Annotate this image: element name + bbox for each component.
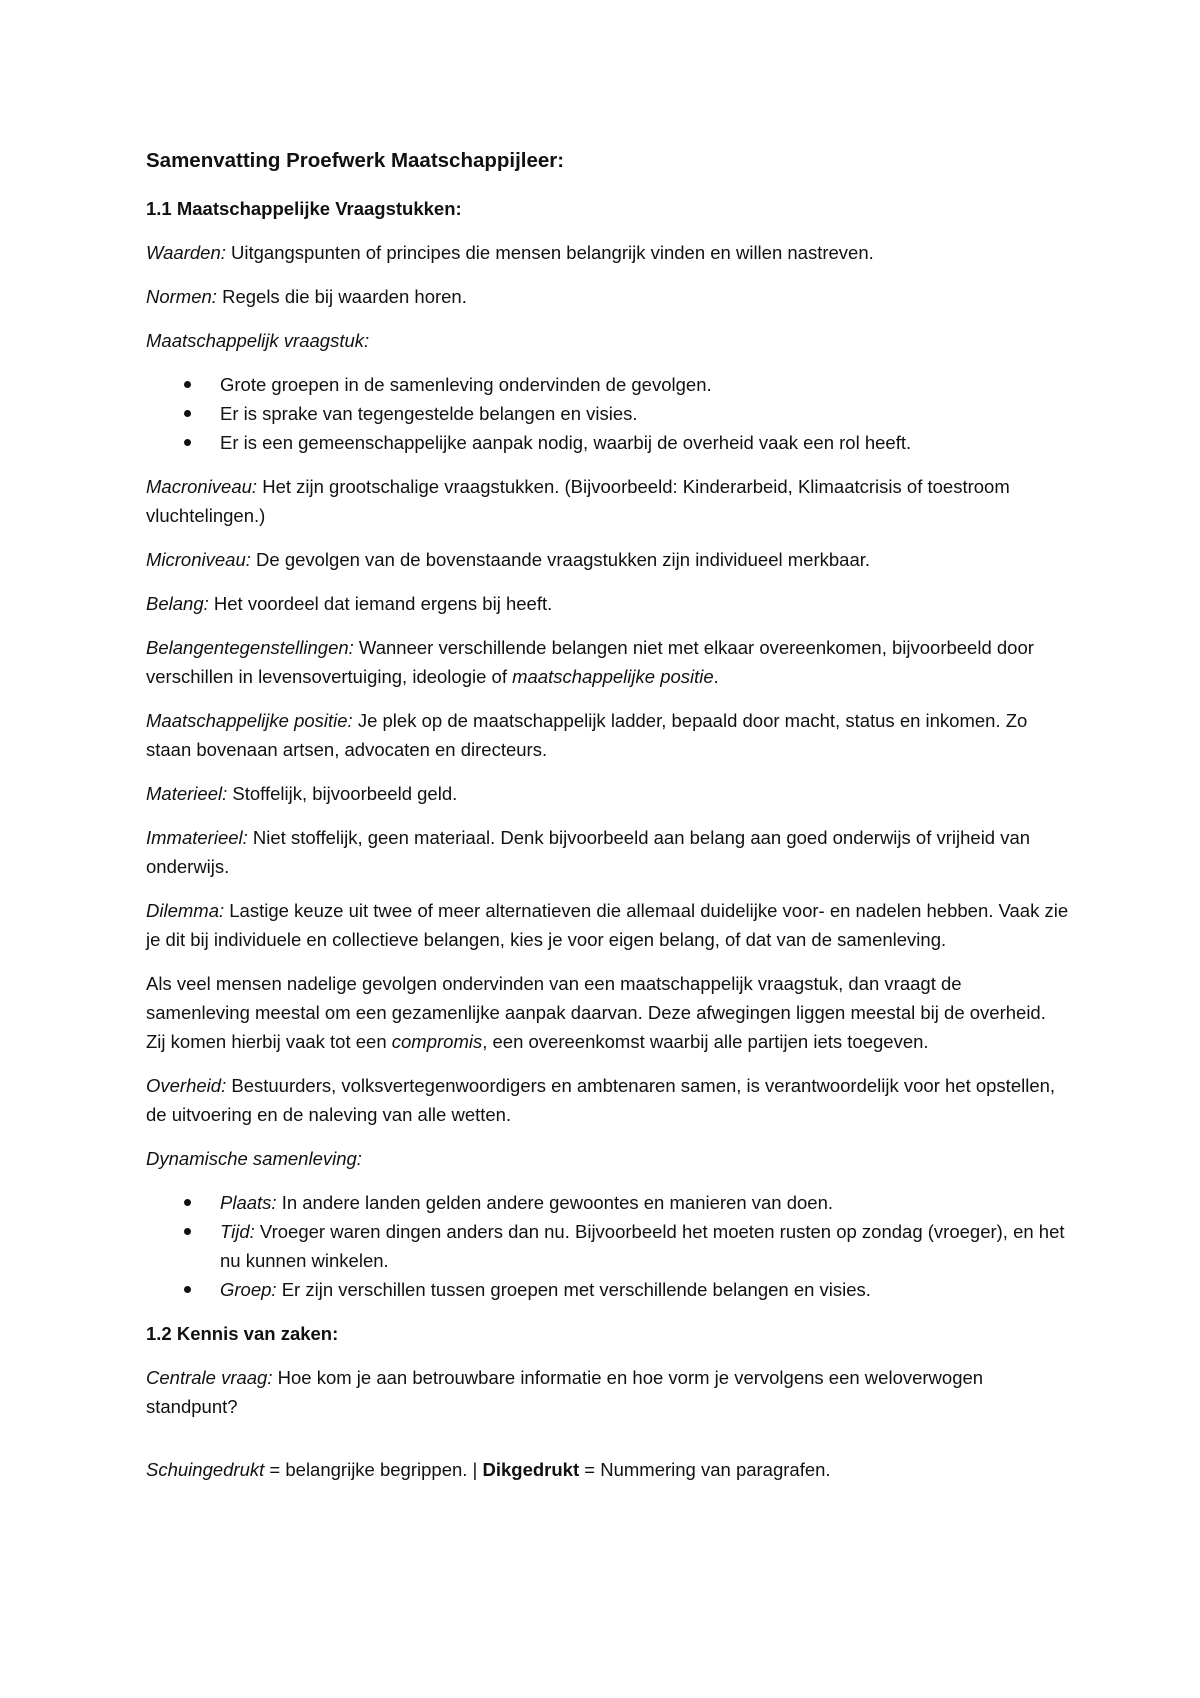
definition-text: Stoffelijk, bijvoorbeeld geld. — [227, 783, 458, 804]
term-microniveau: Microniveau: — [146, 549, 251, 570]
definition-text: Wanneer verschillende belangen niet met elkaar overeenkomen, bijvoorbeeld door verschillen in levensovertuiging, ideologie of — [146, 637, 1034, 687]
definition-text: Bestuurders, volksvertegenwoordigers en ambtenaren samen, is verantwoordelijk voor het opstellen, de uitvoering en de naleving van alle wetten. — [146, 1075, 1056, 1125]
definition-immaterieel — [146, 823, 1070, 881]
list-item: Grote groepen in de samenleving ondervinden de gevolgen. — [220, 370, 1070, 399]
legend-bold-desc: = Nummering van paragrafen. — [579, 1459, 831, 1480]
paragraph-compromis — [146, 969, 1070, 1056]
definition-text: Het voordeel dat iemand ergens bij heeft. — [208, 593, 553, 614]
document-title: Samenvatting Proefwerk Maatschappijleer: — [146, 149, 565, 172]
definition-overheid — [146, 1071, 1070, 1129]
legend-italic-desc: = belangrijke begrippen. | — [264, 1459, 483, 1480]
list-item-text: Er zijn verschillen tussen groepen met verschillende belangen en visies. — [276, 1279, 871, 1300]
definition-text: Lastige keuze uit twee of meer alternatieven die allemaal duidelijke voor- en nadelen hebben. Vaak zie je dit bij individuele en collectieve belangen, kies je voor eigen belang, of dat van de samenleving. — [146, 900, 1069, 950]
list-item-text: In andere landen gelden andere gewoontes en manieren van doen. — [276, 1192, 834, 1213]
definition-text: Uitgangspunten of principes die mensen belangrijk vinden en willen nastreven. — [225, 242, 874, 263]
section-heading-1-2: 1.2 Kennis van zaken: — [146, 1323, 339, 1344]
term-dynamisch: Dynamische samenleving: — [146, 1148, 362, 1169]
term-compromis: compromis — [391, 1031, 483, 1052]
term-centrale-vraag: Centrale vraag: — [146, 1367, 273, 1388]
list-item — [220, 1217, 1070, 1275]
definition-text: Je plek op de maatschappelijk ladder, bepaald door macht, status en inkomen. Zo staan bovenaan artsen, advocaten en directeurs. — [146, 710, 1028, 760]
list-item: Er is een gemeenschappelijke aanpak nodig, waarbij de overheid vaak een rol heeft. — [220, 428, 1070, 457]
paragraph-text: Als veel mensen nadelige gevolgen ondervinden van een maatschappelijk vraagstuk, dan vraagt de samenleving meestal om een gezamenlijke aanpak daarvan. Deze afwegingen liggen meestal bij de overheid. Zij komen hierbij vaak tot een — [146, 973, 1046, 1052]
definition-vraagstuk — [146, 326, 1070, 355]
vraagstuk-bullet-list — [146, 370, 1070, 457]
definition-dynamisch — [146, 1144, 1070, 1173]
term-groep: Groep: — [220, 1279, 277, 1300]
term-materieel: Materieel: — [146, 783, 228, 804]
list-item: Er is sprake van tegengestelde belangen en visies. — [220, 399, 1070, 428]
section-heading-1-1: 1.1 Maatschappelijke Vraagstukken: — [146, 198, 462, 219]
list-item — [220, 1275, 1070, 1304]
term-tijd: Tijd: — [220, 1221, 255, 1242]
definition-materieel — [146, 779, 1070, 808]
definition-dilemma — [146, 896, 1070, 954]
term-normen: Normen: — [146, 286, 217, 307]
term-belangentegenstellingen: Belangentegenstellingen: — [146, 637, 354, 658]
definition-centrale-vraag — [146, 1363, 1070, 1421]
definition-waarden — [146, 238, 1070, 267]
term-belang: Belang: — [146, 593, 209, 614]
definition-text: Regels die bij waarden horen. — [216, 286, 467, 307]
term-waarden: Waarden: — [146, 242, 226, 263]
definition-belang — [146, 589, 1070, 618]
definition-microniveau — [146, 545, 1070, 574]
list-item-text: Vroeger waren dingen anders dan nu. Bijvoorbeeld het moeten rusten op zondag (vroeger), en het nu kunnen winkelen. — [220, 1221, 1065, 1271]
term-dilemma: Dilemma: — [146, 900, 225, 921]
term-positie: Maatschappelijke positie: — [146, 710, 353, 731]
definition-text: Het zijn grootschalige vraagstukken. (Bijvoorbeeld: Kinderarbeid, Klimaatcrisis of toestroom vluchtelingen.) — [146, 476, 1010, 526]
term-macroniveau: Macroniveau: — [146, 476, 258, 497]
definition-text-end: . — [713, 666, 719, 687]
term-vraagstuk: Maatschappelijk vraagstuk: — [146, 330, 370, 351]
definition-belangentegenstellingen — [146, 633, 1070, 691]
term-overheid: Overheid: — [146, 1075, 227, 1096]
term-maatschappelijke-positie-ref: maatschappelijke positie — [512, 666, 714, 687]
definition-normen — [146, 282, 1070, 311]
legend-italic-term: Schuingedrukt — [146, 1459, 265, 1480]
term-immaterieel: Immaterieel: — [146, 827, 248, 848]
formatting-legend — [146, 1455, 1070, 1484]
definition-macroniveau — [146, 472, 1070, 530]
list-item — [220, 1188, 1070, 1217]
paragraph-text-end: , een overeenkomst waarbij alle partijen iets toegeven. — [482, 1031, 929, 1052]
dynamisch-bullet-list — [146, 1188, 1070, 1304]
definition-text: De gevolgen van de bovenstaande vraagstukken zijn individueel merkbaar. — [250, 549, 871, 570]
definition-text: Hoe kom je aan betrouwbare informatie en hoe vorm je vervolgens een weloverwogen standpunt? — [146, 1367, 984, 1417]
definition-text: Niet stoffelijk, geen materiaal. Denk bijvoorbeeld aan belang aan goed onderwijs of vrijheid van onderwijs. — [146, 827, 1031, 877]
definition-positie — [146, 706, 1070, 764]
term-plaats: Plaats: — [220, 1192, 277, 1213]
legend-bold-term: Dikgedrukt — [482, 1459, 580, 1480]
